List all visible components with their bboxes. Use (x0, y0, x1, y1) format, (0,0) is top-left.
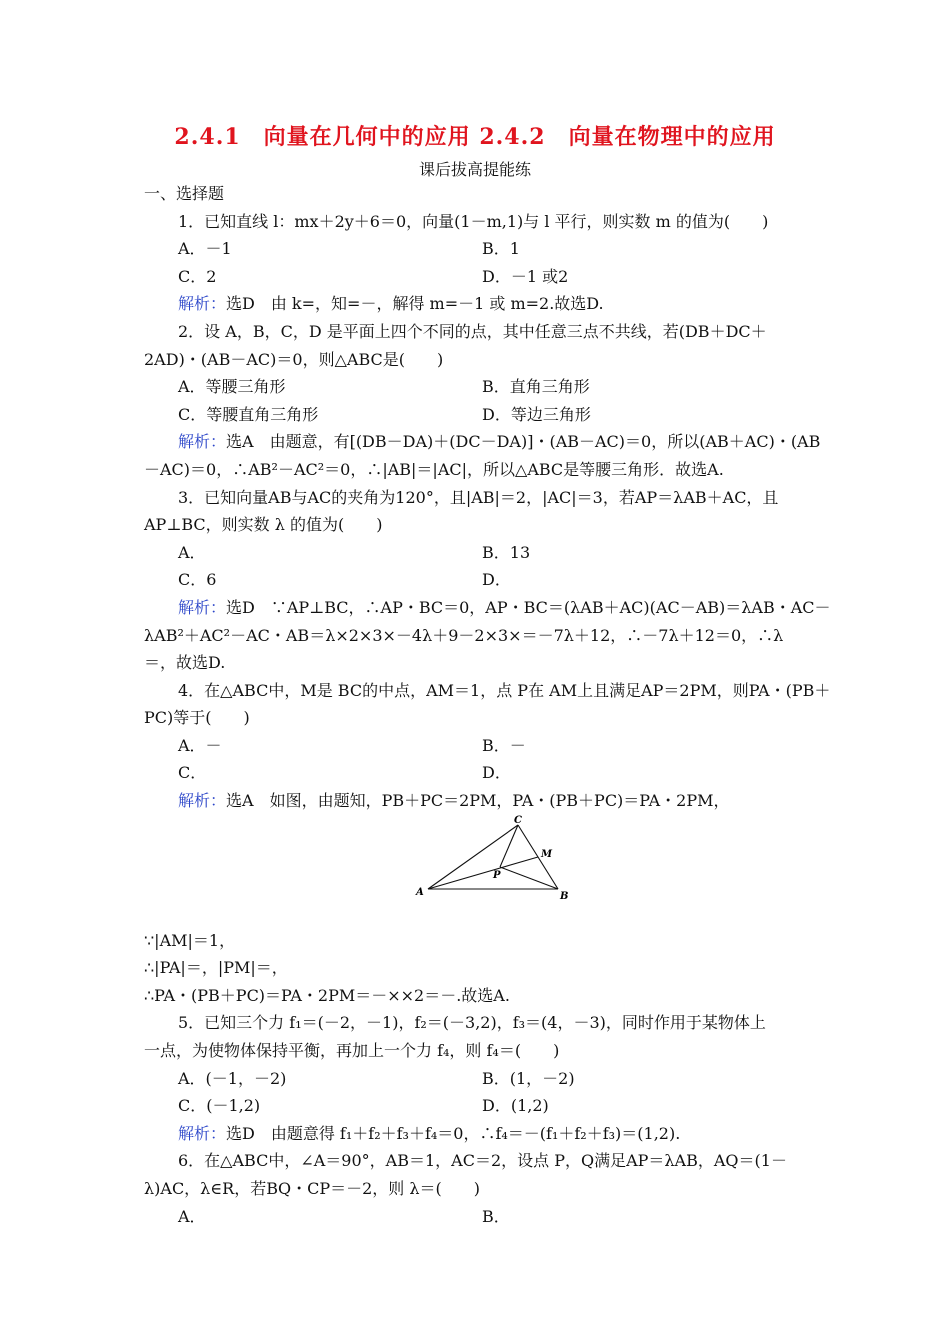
section-heading: 一、选择题 (144, 184, 225, 203)
q1-option-b: B．1 (482, 239, 520, 259)
q3-solution-line1: 解析：选D ∵AP⊥BC，∴AP・BC＝0，AP・BC＝(λAB＋AC)(AC－AB)＝λAB・AC－ (178, 597, 831, 617)
q1-options-cd (144, 263, 814, 291)
q1-stem: 1．已知直线 l：mx＋2y＋6＝0，向量(1－m,1)与 l 平行，则实数 m 的值为( ) (178, 211, 769, 231)
q4-solution-line4: ∴PA・(PB＋PC)＝PA・2PM＝－××2＝－.故选A. (144, 985, 510, 1005)
q4-option-c: C． (178, 763, 207, 783)
q4-solution-line2: ∵|AM|＝1， (144, 930, 236, 950)
triangle-figure (144, 815, 814, 927)
label-m: M (541, 848, 553, 860)
label-p: P (493, 869, 501, 881)
q3-solution-line3: ＝，故选D. (144, 653, 226, 673)
q2-stem-line1: 2．设 A，B，C，D 是平面上四个不同的点，其中任意三点不共线，若(DB＋DC＋ (178, 321, 767, 341)
q4-stem-line1: 4．在△ABC中，M是 BC的中点，AM＝1，点 P在 AM上且满足AP＝2PM，则PA・(PB＋ (178, 680, 831, 700)
document-body (144, 180, 831, 1230)
page-title: 2.4.1 向量在几何中的应用 2.4.2 向量在物理中的应用 (174, 124, 776, 150)
q4-options-ab (144, 732, 814, 760)
q2-options-cd (144, 401, 814, 429)
solution-label: 解析： (178, 294, 227, 314)
q4-option-b: B．－ (482, 735, 526, 755)
q5-option-c: C．(－1,2) (178, 1096, 261, 1116)
q2-option-c: C．等腰直角三角形 (178, 404, 319, 424)
q3-option-d: D． (482, 570, 511, 590)
q4-option-d: D． (482, 763, 511, 783)
triangle-diagram (410, 815, 570, 901)
q2-solution-line2: －AC)＝0，∴AB²－AC²＝0，∴|AB|＝|AC|，所以△ABC是等腰三角形．故选A. (144, 459, 724, 479)
q5-option-d: D．(1,2) (482, 1096, 549, 1116)
q2-options-ab (144, 373, 814, 401)
q3-option-b: B．13 (482, 542, 531, 562)
q2-option-a: A．等腰三角形 (178, 377, 286, 397)
q3-solution-line2: λAB²＋AC²－AC・AB＝λ×2×3×－4λ＋9－2×3×＝－7λ＋12，∴－7λ＋12＝0，∴λ (144, 625, 784, 645)
segment-pb (500, 867, 558, 889)
q5-option-b: B．(1，－2) (482, 1068, 575, 1088)
solution-label: 解析： (178, 791, 227, 811)
q6-options-ab (144, 1203, 814, 1231)
q3-stem-line1: 3．已知向量AB与AC的夹角为120°，且|AB|＝2，|AC|＝3，若AP＝λAB＋AC，且 (178, 487, 779, 507)
q3-option-c: C．6 (178, 570, 217, 590)
q1-option-a: A．－1 (178, 239, 232, 259)
q6-stem-line1: 6．在△ABC中，∠A＝90°，AB＝1，AC＝2，设点 P，Q满足AP＝λAB，AQ＝(1－ (178, 1151, 787, 1171)
solution-label: 解析： (178, 597, 227, 617)
q5-options-cd (144, 1092, 814, 1120)
label-c: C (514, 814, 522, 826)
q4-option-a: A．－ (178, 735, 222, 755)
q4-solution-line1: 解析：选A 如图，由题知，PB＋PC＝2PM，PA・(PB＋PC)＝PA・2PM， (178, 791, 730, 811)
solution-label: 解析： (178, 432, 227, 452)
q4-options-cd (144, 759, 814, 787)
q3-options-cd (144, 566, 814, 594)
q5-stem-line1: 5．已知三个力 f₁＝(－2，－1)，f₂＝(－3,2)，f₃＝(4，－3)，同时作用于某物体上 (178, 1013, 766, 1033)
q2-option-b: B．直角三角形 (482, 377, 590, 397)
q2-stem-line2: 2AD)・(AB－AC)＝0，则△ABC是( ) (144, 349, 444, 369)
solution-label: 解析： (178, 1123, 227, 1143)
page-subtitle: 课后拔高提能练 (418, 160, 531, 179)
q3-stem-line2: AP⊥BC，则实数 λ 的值为( ) (144, 515, 383, 535)
label-b: B (560, 890, 569, 901)
q5-stem-line2: 一点，为使物体保持平衡，再加上一个力 f₄，则 f₄＝( ) (144, 1041, 560, 1061)
q1-solution: 解析：选D 由 k=，知=－，解得 m=－1 或 m=2.故选D. (178, 294, 604, 314)
q5-options-ab (144, 1065, 814, 1093)
q1-option-c: C．2 (178, 266, 217, 286)
label-a: A (416, 886, 424, 898)
q1-options-ab (144, 235, 814, 263)
q3-options-ab (144, 539, 814, 567)
segment-am (428, 857, 538, 889)
q6-stem-line2: λ)AC，λ∈R，若BQ・CP＝－2，则 λ＝( ) (144, 1179, 480, 1198)
q6-option-b: B． (482, 1206, 510, 1226)
q4-stem-line2: PC)等于( ) (144, 708, 250, 728)
q3-option-a: A． (178, 542, 206, 562)
q1-option-d: D．－1 或2 (482, 266, 569, 286)
q5-solution: 解析：选D 由题意得 f₁＋f₂＋f₃＋f₄＝0，∴f₄＝－(f₁＋f₂＋f₃)＝(1,2). (178, 1123, 681, 1143)
q5-option-a: A．(－1，－2) (178, 1068, 287, 1088)
q2-solution-line1: 解析：选A 由题意，有[(DB－DA)＋(DC－DA)]・(AB－AC)＝0，所以(AB＋AC)・(AB (178, 432, 821, 452)
q2-option-d: D．等边三角形 (482, 404, 591, 424)
q4-solution-line3: ∴|PA|＝，|PM|＝， (144, 958, 288, 978)
q6-option-a: A． (178, 1206, 206, 1226)
